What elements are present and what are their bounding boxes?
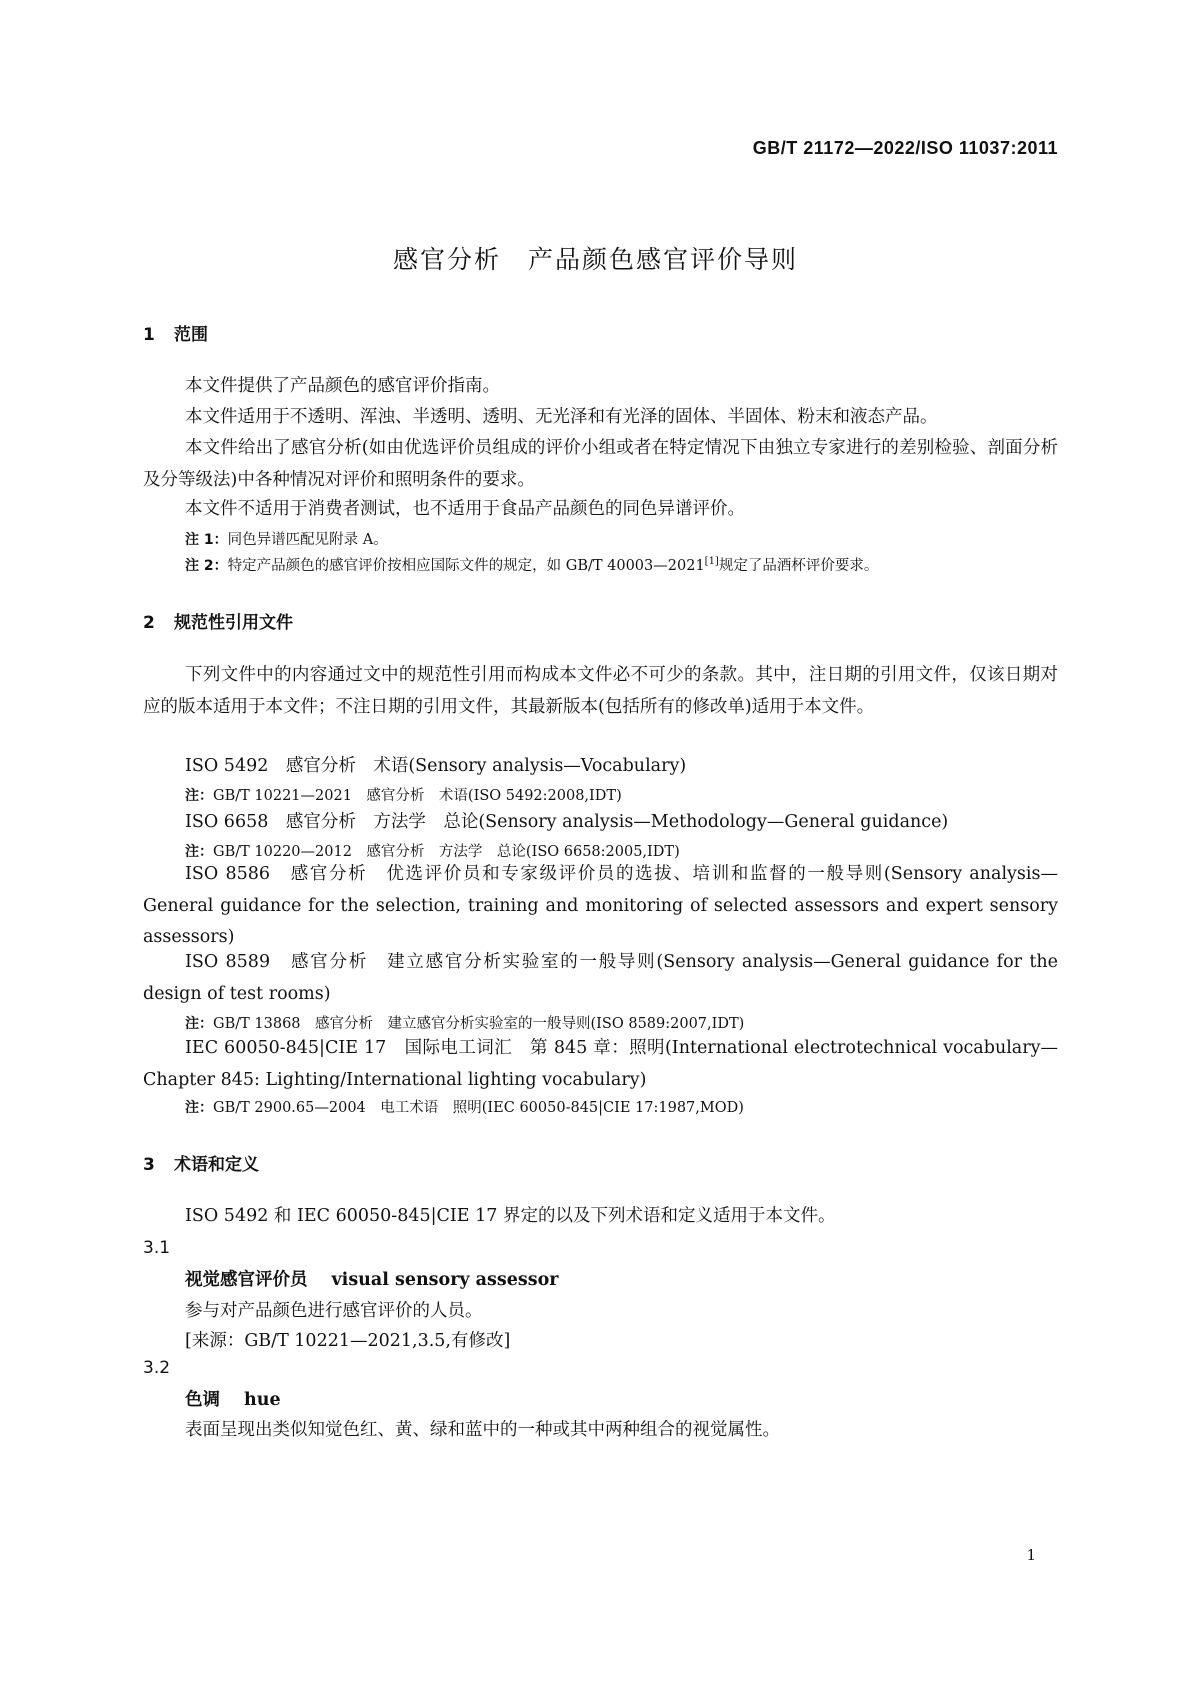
note-text: GB/T 13868 感官分析 建立感官分析实验室的一般导则(ISO 8589:2007,IDT) [213, 1016, 745, 1032]
reference-note [185, 784, 622, 805]
note-label: 注 2： [185, 558, 228, 574]
section-3-heading [143, 1150, 259, 1175]
term-entry [185, 1266, 558, 1291]
note-text: GB/T 10221—2021 感官分析 术语(ISO 5492:2008,IDT) [213, 788, 622, 804]
reference-note [185, 1096, 744, 1117]
reference-note [185, 840, 680, 861]
terms-intro: ISO 5492 和 IEC 60050-845|CIE 17 界定的以及下列术语和定义适用于本文件。 [185, 1206, 836, 1226]
normative-intro: 下列文件中的内容通过文中的规范性引用而构成本文件必不可少的条款。其中，注日期的引用文件，仅该日期对应的版本适用于本文件；不注日期的引用文件，其最新版本(包括所有的修改单)适用于本文件。 [143, 665, 1058, 717]
note-text: GB/T 2900.65—2004 电工术语 照明(IEC 60050-845|CIE 17:1987,MOD) [213, 1100, 744, 1116]
section-title: 术语和定义 [174, 1155, 259, 1175]
note-text: GB/T 10220—2012 感官分析 方法学 总论(ISO 6658:2005,IDT) [213, 844, 680, 860]
section-number: 3 [143, 1155, 155, 1175]
scope-paragraph-2: 本文件适用于不透明、浑浊、半透明、透明、无光泽和有光泽的固体、半固体、粉末和液态产品。 [185, 407, 938, 427]
section-number: 2 [143, 613, 155, 633]
term-entry [185, 1386, 281, 1411]
note-label: 注： [185, 788, 213, 804]
note-text: 同色异谱匹配见附录 A。 [227, 532, 388, 548]
term-number: 3.2 [143, 1358, 171, 1378]
note-label: 注： [185, 1100, 213, 1116]
term-zh: 视觉感官评价员 [185, 1270, 308, 1290]
term-definition: 表面呈现出类似知觉色红、黄、绿和蓝中的一种或其中两种组合的视觉属性。 [185, 1420, 780, 1440]
note-text: 特定产品颜色的感官评价按相应国际文件的规定，如 GB/T 40003—2021 [227, 558, 705, 574]
term-number: 3.1 [143, 1238, 171, 1258]
document-code: GB/T 21172—2022/ISO 11037:2011 [752, 138, 1058, 158]
scope-paragraph-1: 本文件提供了产品颜色的感官评价指南。 [185, 376, 500, 396]
note-2 [185, 554, 878, 575]
term-source: [来源：GB/T 10221—2021,3.5,有修改] [185, 1331, 511, 1351]
page-number: 1 [1026, 1546, 1036, 1564]
scope-paragraph-4: 本文件不适用于消费者测试，也不适用于食品产品颜色的同色异谱评价。 [185, 499, 745, 519]
citation-ref: [1] [704, 556, 719, 568]
note-label: 注 1： [185, 532, 228, 548]
note-label: 注： [185, 1016, 213, 1032]
term-en: hue [244, 1390, 281, 1410]
section-title: 范围 [174, 325, 208, 345]
reference-iso-8586: ISO 8586 感官分析 优选评价员和专家级评价员的选拔、培训和监督的一般导则(Sensory analysis—General guidance for the selection, training and monitoring of selected assessors and expert sensory assessors) [143, 864, 1058, 947]
reference-iso-6658: ISO 6658 感官分析 方法学 总论(Sensory analysis—Methodology—General guidance) [185, 812, 949, 832]
reference-iso-5492: ISO 5492 感官分析 术语(Sensory analysis—Vocabulary) [185, 756, 687, 776]
note-1 [185, 528, 388, 549]
section-1-heading [143, 320, 208, 345]
reference-iec-60050-845: IEC 60050-845|CIE 17 国际电工词汇 第 845 章：照明(International electrotechnical vocabulary—Chapter 845: Lighting/International lighting vocabulary) [143, 1038, 1058, 1090]
section-number: 1 [143, 325, 155, 345]
reference-note [185, 1012, 744, 1033]
note-label: 注： [185, 844, 213, 860]
reference-iso-8589: ISO 8589 感官分析 建立感官分析实验室的一般导则(Sensory analysis—General guidance for the design of test rooms) [143, 952, 1058, 1004]
term-en: visual sensory assessor [331, 1270, 559, 1290]
term-zh: 色调 [185, 1390, 220, 1410]
scope-paragraph-3: 本文件给出了感官分析(如由优选评价员组成的评价小组或者在特定情况下由独立专家进行的差别检验、剖面分析及分等级法)中各种情况对评价和照明条件的要求。 [143, 438, 1058, 490]
note-text: 规定了品酒杯评价要求。 [718, 558, 879, 574]
section-title: 规范性引用文件 [174, 613, 293, 633]
section-2-heading [143, 608, 293, 633]
document-title: 感官分析 产品颜色感官评价导则 [392, 245, 798, 274]
term-definition: 参与对产品颜色进行感官评价的人员。 [185, 1301, 483, 1321]
